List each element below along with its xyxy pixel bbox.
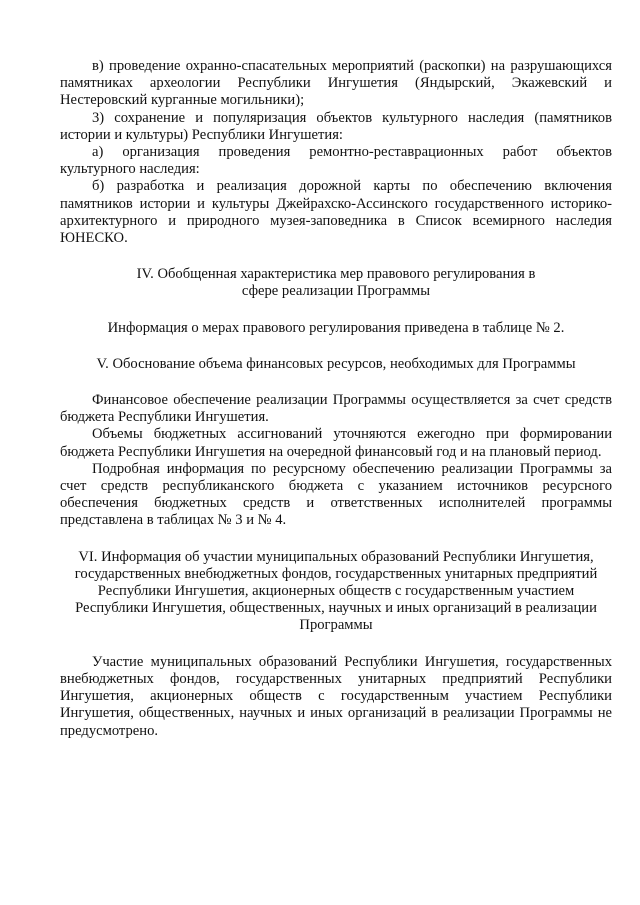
list-item-a: а) организация проведения ремонтно-реставрационных работ объектов культурного наследия: <box>60 144 612 178</box>
section-iv-heading: IV. Обобщенная характеристика мер правового регулирования в сфере реализации Программы <box>136 266 536 300</box>
section-iv-text: Информация о мерах правового регулирования приведена в таблице № 2. <box>107 319 565 336</box>
section-v-heading: V. Обоснование объема финансовых ресурсов, необходимых для Программы <box>96 355 576 372</box>
section-vi-text: Участие муниципальных образований Республики Ингушетия, государственных внебюджетных фондов, государственных унитарных предприятий Республики Ингушетия, акционерных обществ с государственным участием Республики Ингушетия, общественных, научных и иных организаций в реализации Программы не предусмотрено. <box>60 653 612 739</box>
list-item-b: б) разработка и реализация дорожной карты по обеспечению включения памятников истории и культуры Джейрахско-Ассинского государственного историко-архитектурного и природного музея-заповедника в Список всемирного наследия ЮНЕСКО. <box>60 178 612 247</box>
list-item-3: 3) сохранение и популяризация объектов культурного наследия (памятников истории и культуры) Республики Ингушетия: <box>60 109 612 143</box>
section-vi-heading: VI. Информация об участии муниципальных образований Республики Ингушетия, государственных внебюджетных фондов, государственных унитарных предприятий Республики Ингушетия, акционерных обществ с государственным участием Республики Ингушетия, общественных, научных и иных организаций в реализации Программы <box>74 548 598 634</box>
list-item-v: в) проведение охранно-спасательных мероприятий (раскопки) на разрушающихся памятниках археологии Республики Ингушетия (Яндырский, Экажевский и Нестеровский курганные могильники); <box>60 58 612 109</box>
section-v-paragraph-2: Объемы бюджетных ассигнований уточняются ежегодно при формировании бюджета Республики Ингушетия на очередной финансовый год и на плановый период. <box>60 426 612 460</box>
section-v-paragraph-3: Подробная информация по ресурсному обеспечению реализации Программы за счет средств республиканского бюджета с указанием источников ресурсного обеспечения бюджетных средств и ответственных исполнителей программы представлена в таблицах № 3 и № 4. <box>60 460 612 529</box>
intro-list <box>60 58 612 247</box>
section-v-paragraph-1: Финансовое обеспечение реализации Программы осуществляется за счет средств бюджета Республики Ингушетия. <box>60 392 612 426</box>
